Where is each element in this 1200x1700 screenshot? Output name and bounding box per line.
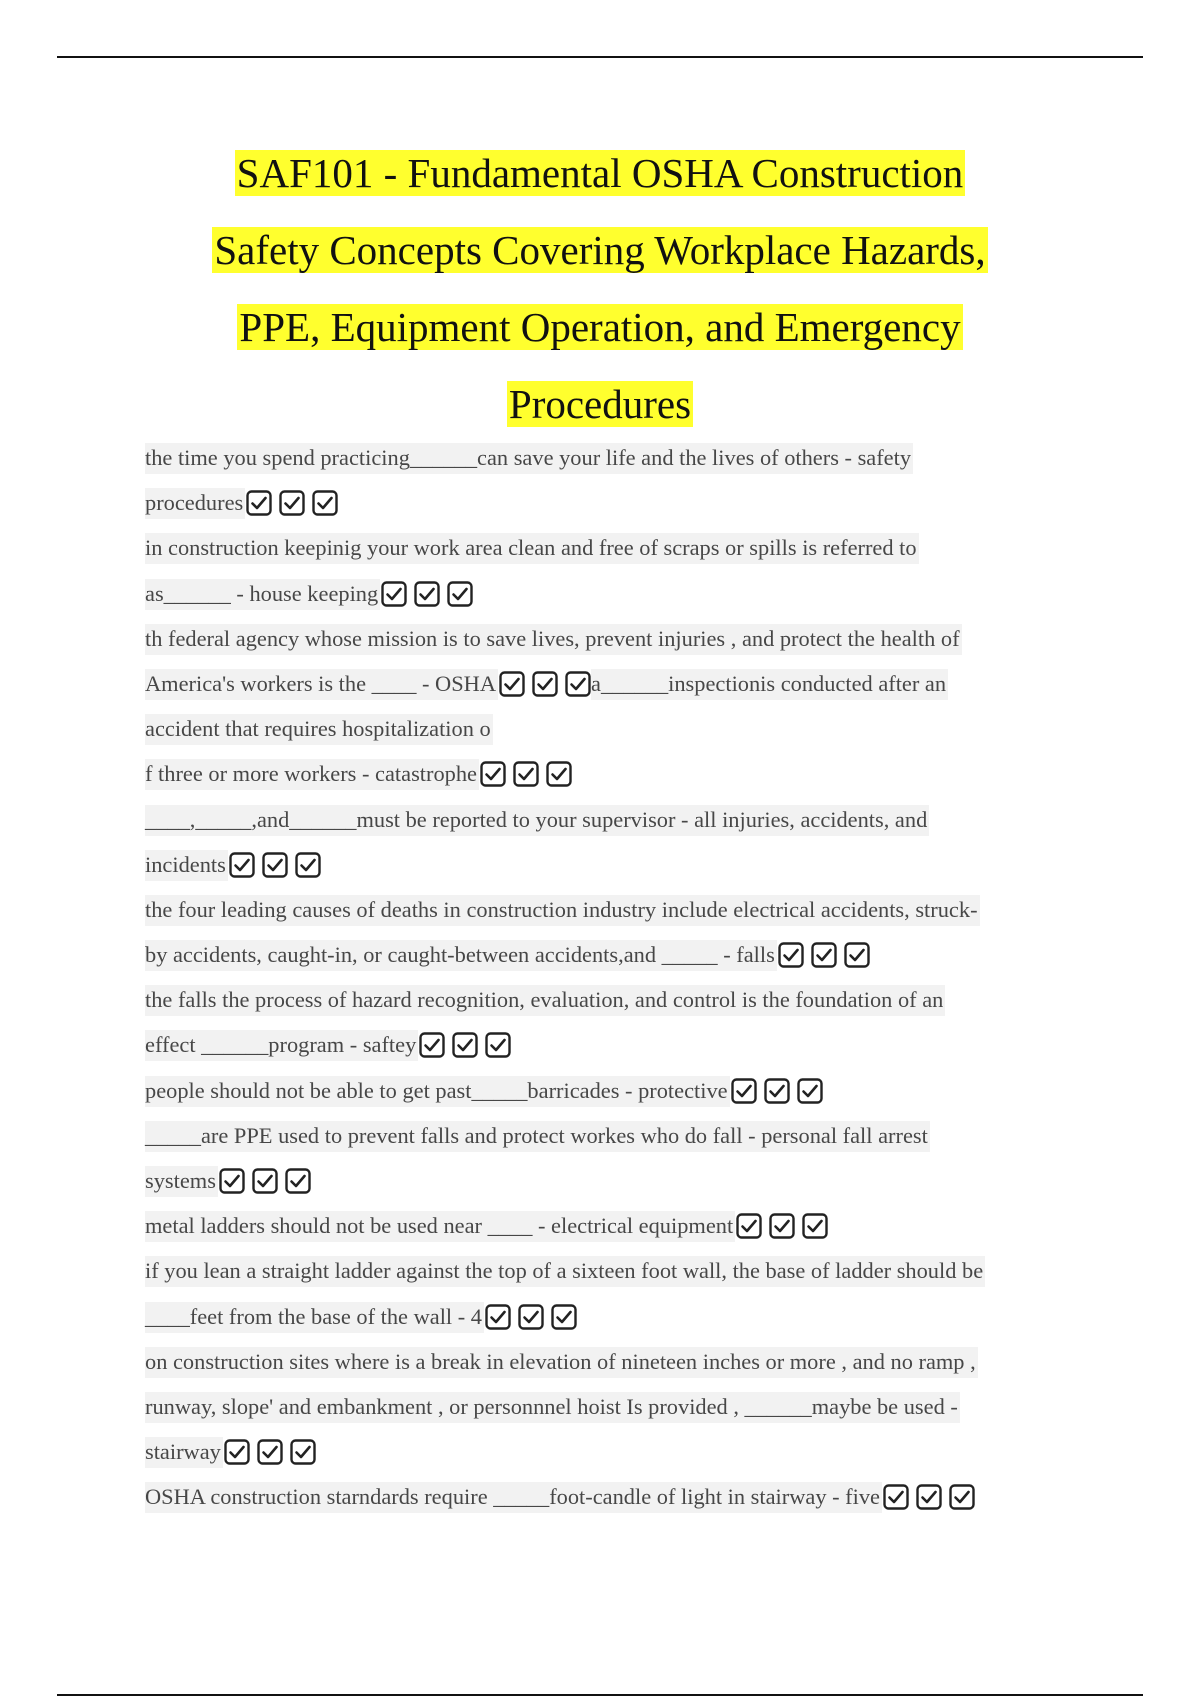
- checkmarks: [736, 1213, 828, 1239]
- checkbox-checked-icon: [447, 581, 473, 607]
- line-text: incidents: [145, 850, 228, 881]
- checkbox-checked-icon: [414, 581, 440, 607]
- checkbox-checked-icon: [485, 1304, 511, 1330]
- line-text: ____feet from the base of the wall - 4: [145, 1302, 484, 1333]
- title-line: Procedures: [508, 381, 692, 427]
- line-text: stairway: [145, 1437, 223, 1468]
- text-line: [145, 985, 1075, 1030]
- checkmarks: [883, 1484, 975, 1510]
- checkmarks: [229, 852, 321, 878]
- checkmarks: [219, 1168, 311, 1194]
- line-text: accident that requires hospitalization o: [145, 714, 493, 745]
- checkbox-checked-icon: [246, 490, 272, 516]
- checkbox-checked-icon: [764, 1078, 790, 1104]
- line-text: the falls the process of hazard recognition, evaluation, and control is the foundation of an: [145, 985, 945, 1016]
- checkbox-checked-icon: [224, 1439, 250, 1465]
- text-line: [145, 940, 1075, 985]
- text-line: [145, 895, 1075, 940]
- checkbox-checked-icon: [778, 942, 804, 968]
- line-text: _____are PPE used to prevent falls and protect workes who do fall - personal fall arrest: [145, 1121, 930, 1152]
- line-text: the time you spend practicing______can save your life and the lives of others - safety: [145, 443, 913, 474]
- checkbox-checked-icon: [285, 1168, 311, 1194]
- text-line: [145, 624, 1075, 669]
- text-line: [145, 1121, 1075, 1166]
- line-text: procedures: [145, 488, 245, 519]
- text-line: [145, 1076, 1075, 1121]
- line-text: on construction sites where is a break in elevation of nineteen inches or more , and no ramp ,: [145, 1347, 978, 1378]
- text-line: [145, 1482, 1075, 1527]
- checkbox-checked-icon: [802, 1213, 828, 1239]
- checkbox-checked-icon: [731, 1078, 757, 1104]
- line-text-continued: a______inspectionis conducted after an: [591, 669, 948, 700]
- line-text: systems: [145, 1166, 218, 1197]
- checkbox-checked-icon: [513, 761, 539, 787]
- title-line: PPE, Equipment Operation, and Emergency: [239, 304, 961, 350]
- checkbox-checked-icon: [312, 490, 338, 516]
- checkbox-checked-icon: [262, 852, 288, 878]
- checkbox-checked-icon: [480, 761, 506, 787]
- checkbox-checked-icon: [252, 1168, 278, 1194]
- line-text: people should not be able to get past_____barricades - protective: [145, 1076, 730, 1107]
- line-text: by accidents, caught-in, or caught-between accidents,and _____ - falls: [145, 940, 777, 971]
- checkbox-checked-icon: [485, 1032, 511, 1058]
- checkmarks: [246, 490, 338, 516]
- text-line: [145, 669, 1075, 714]
- checkbox-checked-icon: [565, 671, 591, 697]
- text-line: [145, 1347, 1075, 1392]
- checkmarks: [499, 671, 591, 697]
- text-line: [145, 1302, 1075, 1347]
- checkbox-checked-icon: [452, 1032, 478, 1058]
- text-line: [145, 850, 1075, 895]
- checkbox-checked-icon: [419, 1032, 445, 1058]
- title-line: Safety Concepts Covering Workplace Hazards,: [214, 227, 986, 273]
- checkbox-checked-icon: [499, 671, 525, 697]
- text-line: [145, 1392, 1075, 1437]
- checkbox-checked-icon: [532, 671, 558, 697]
- checkbox-checked-icon: [797, 1078, 823, 1104]
- text-line: [145, 488, 1075, 533]
- bottom-rule: [57, 1694, 1143, 1696]
- line-text: as______ - house keeping: [145, 579, 380, 610]
- checkbox-checked-icon: [916, 1484, 942, 1510]
- checkbox-checked-icon: [769, 1213, 795, 1239]
- line-text: if you lean a straight ladder against the top of a sixteen foot wall, the base of ladder should be: [145, 1256, 985, 1287]
- line-text: America's workers is the ____ - OSHA: [145, 669, 498, 700]
- checkbox-checked-icon: [219, 1168, 245, 1194]
- checkbox-checked-icon: [546, 761, 572, 787]
- checkbox-checked-icon: [229, 852, 255, 878]
- top-rule: [57, 56, 1143, 58]
- checkbox-checked-icon: [551, 1304, 577, 1330]
- text-line: [145, 714, 1075, 759]
- line-text: metal ladders should not be used near ____ - electrical equipment: [145, 1211, 735, 1242]
- text-line: [145, 579, 1075, 624]
- text-line: [145, 1211, 1075, 1256]
- checkmarks: [778, 942, 870, 968]
- line-text: the four leading causes of deaths in construction industry include electrical accidents, struck-: [145, 895, 980, 926]
- flashcard-list: [145, 443, 1075, 1528]
- checkbox-checked-icon: [381, 581, 407, 607]
- checkmarks: [480, 761, 572, 787]
- line-text: th federal agency whose mission is to save lives, prevent injuries , and protect the health of: [145, 624, 962, 655]
- text-line: [145, 1166, 1075, 1211]
- checkbox-checked-icon: [736, 1213, 762, 1239]
- text-line: [145, 1256, 1075, 1301]
- text-line: [145, 533, 1075, 578]
- checkbox-checked-icon: [844, 942, 870, 968]
- document-title: [100, 135, 1100, 443]
- checkmarks: [731, 1078, 823, 1104]
- text-line: [145, 1437, 1075, 1482]
- line-text: OSHA construction starndards require _____foot-candle of light in stairway - five: [145, 1482, 882, 1513]
- text-line: [145, 1030, 1075, 1075]
- checkbox-checked-icon: [290, 1439, 316, 1465]
- line-text: ____,_____,and______must be reported to your supervisor - all injuries, accidents, and: [145, 805, 929, 836]
- line-text: f three or more workers - catastrophe: [145, 759, 479, 790]
- checkmarks: [485, 1304, 577, 1330]
- checkbox-checked-icon: [518, 1304, 544, 1330]
- title-line: SAF101 - Fundamental OSHA Construction: [236, 150, 964, 196]
- text-line: [145, 443, 1075, 488]
- checkmarks: [224, 1439, 316, 1465]
- line-text: effect ______program - saftey: [145, 1030, 418, 1061]
- text-line: [145, 759, 1075, 804]
- checkbox-checked-icon: [295, 852, 321, 878]
- checkmarks: [381, 581, 473, 607]
- line-text: in construction keepinig your work area clean and free of scraps or spills is referred to: [145, 533, 919, 564]
- line-text: runway, slope' and embankment , or personnnel hoist Is provided , ______maybe be used -: [145, 1392, 960, 1423]
- text-line: [145, 805, 1075, 850]
- checkmarks: [419, 1032, 511, 1058]
- checkbox-checked-icon: [279, 490, 305, 516]
- checkbox-checked-icon: [811, 942, 837, 968]
- checkbox-checked-icon: [883, 1484, 909, 1510]
- checkbox-checked-icon: [949, 1484, 975, 1510]
- checkbox-checked-icon: [257, 1439, 283, 1465]
